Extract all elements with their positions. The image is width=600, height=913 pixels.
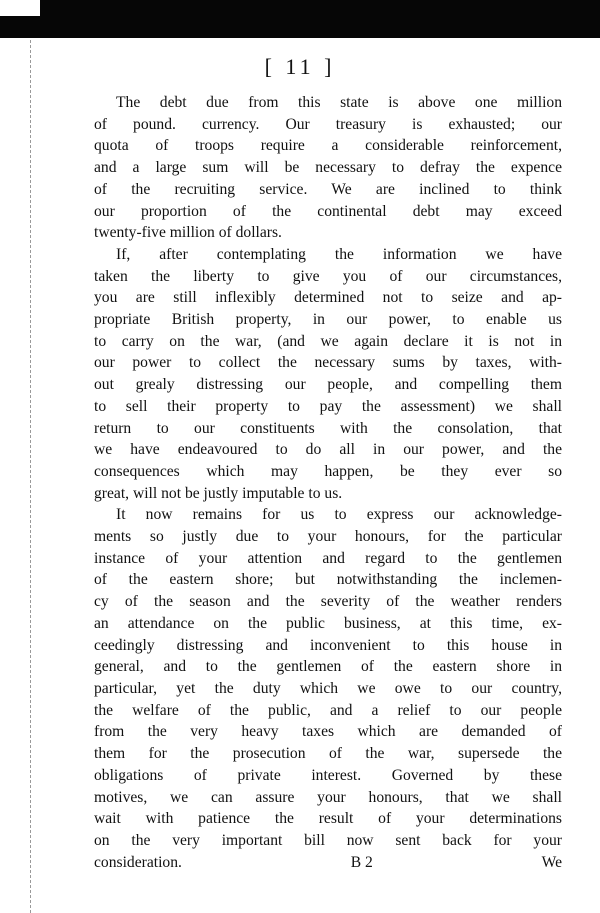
text-line: from the very heavy taxes which are demanded of [94,723,562,741]
text-line: The debt due from this state is above one million [116,94,562,111]
page-gutter-line [30,40,31,913]
text-line: return to our constituents with the consolation, that [94,419,562,437]
scan-top-border [0,0,600,38]
catchword: We [541,853,562,871]
body-text [94,92,562,873]
text-line: ceedingly distressing and inconvenient to this house in [94,636,562,654]
text-line: we have endeavoured to do all in our power, and the [94,441,562,459]
signature-mark: B 2 [350,853,373,871]
text-line: you are still inflexibly determined not to seize and ap- [94,289,562,307]
page-footer [94,852,562,874]
text-line: particular, yet the duty which we owe to our country, [94,679,562,697]
text-line: them for the prosecution of the war, supersede the [94,745,562,763]
text-line: of the recruiting service. We are inclined to think [94,180,562,198]
paragraph [94,244,562,504]
scan-corner [0,0,40,16]
text-line: great, will not be justly imputable to us. [94,484,343,502]
text-line: and a large sum will be necessary to defray the expence [94,159,562,177]
text-line: quota of troops require a considerable reinforcement, [94,137,562,155]
paragraph [94,504,562,851]
text-line: out grealy distressing our people, and compelling them [94,376,562,394]
text-line: on the very important bill now sent back for your [94,831,562,849]
text-line: ments so justly due to your honours, for the particular [94,528,562,546]
paragraph [94,92,562,244]
text-line: the welfare of the public, and a relief to our people [94,701,562,719]
text-line: It now remains for us to express our acknowledge- [116,506,562,524]
text-line: of the eastern shore; but notwithstanding the inclemen- [94,571,562,589]
text-line: taken the liberty to give you of our circumstances, [94,267,562,285]
text-line: an attendance on the public business, at this time, ex- [94,614,562,632]
text-line: of pound. currency. Our treasury is exhausted; our [94,115,562,133]
text-line: If, after contemplating the information we have [116,245,562,263]
text-line: to carry on the war, (and we again declare it is not in [94,332,562,350]
text-line: propriate British property, in our power, to enable us [94,311,562,329]
text-line: consequences which may happen, be they ever so [94,462,562,480]
text-line: general, and to the gentlemen of the eastern shore in [94,658,562,676]
text-line: obligations of private interest. Governed by these [94,766,562,784]
text-line: instance of your attention and regard to the gentlemen [94,549,562,567]
text-line: our proportion of the continental debt may exceed [94,202,562,220]
text-line: wait with patience the result of your determinations [94,810,562,828]
text-line: motives, we can assure your honours, that we shall [94,788,562,806]
closing-word: consideration. [94,853,182,871]
text-line: twenty-five million of dollars. [94,224,282,242]
text-line: our power to collect the necessary sums by taxes, with- [94,354,562,372]
text-line: cy of the season and the severity of the weather renders [94,593,562,611]
text-line: to sell their property to pay the assessment) we shall [94,397,562,415]
page-number: [ 11 ] [264,54,336,79]
